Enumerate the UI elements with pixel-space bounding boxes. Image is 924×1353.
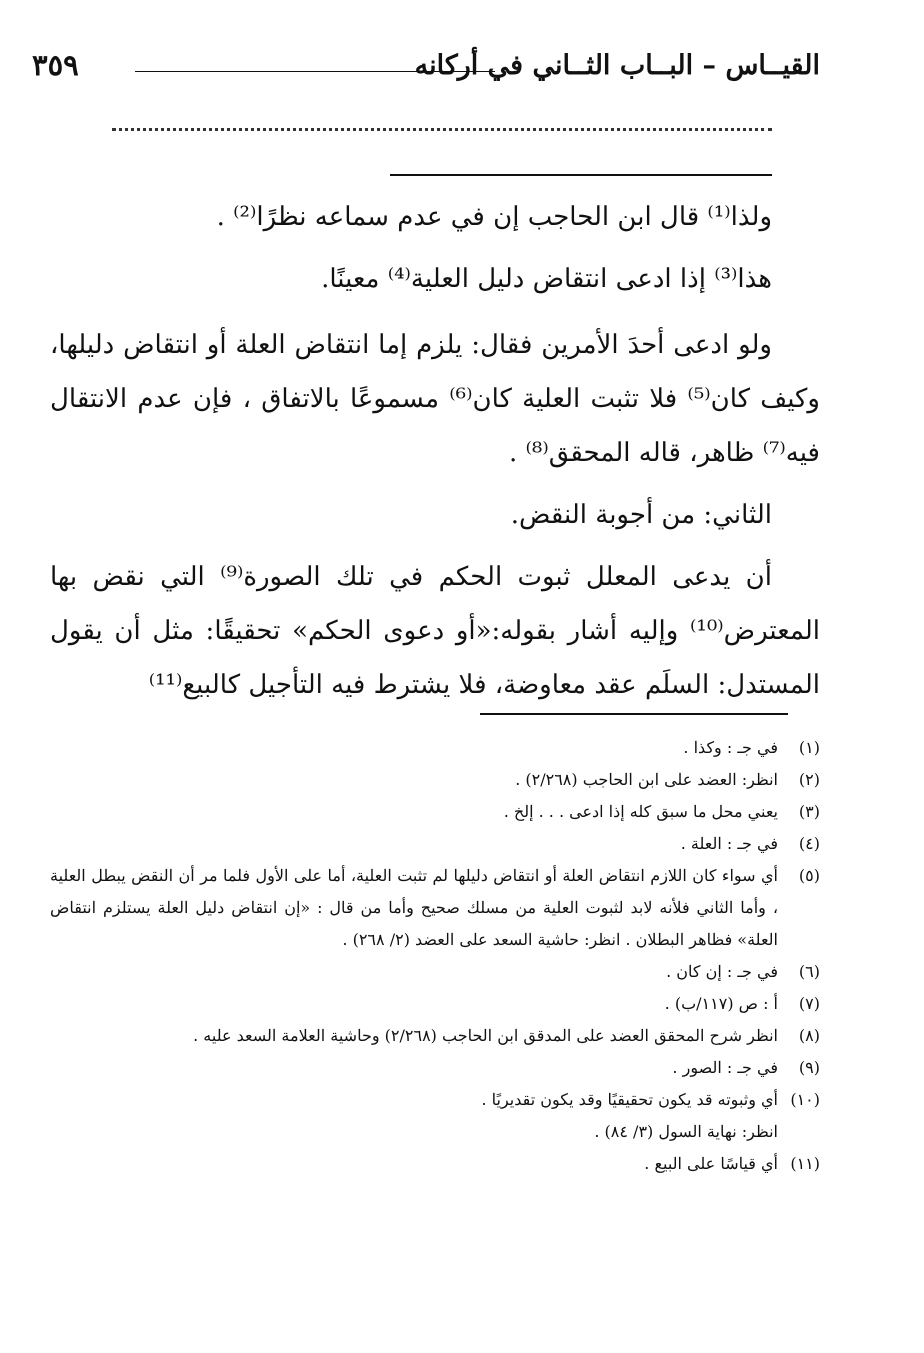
section-rule [390,174,772,176]
main-text [50,190,820,720]
header-rule [135,71,495,72]
footnote-text: أي قياسًا على البيع . [644,1154,778,1173]
footnote-text: انظر: العضد على ابن الحاجب (٢/٢٦٨) . [515,770,778,789]
paragraph-1: ولذا⁽¹⁾ قال ابن الحاجب إن في عدم سماعه نظرًا⁽²⁾ . [216,202,772,232]
footnote [50,1020,820,1052]
paragraph-4: الثاني: من أجوبة النقض. [510,500,772,530]
footnote-number: (١) [798,738,820,757]
footnote-text: انظر شرح المحقق العضد على المدقق ابن الحاجب (٢/٢٦٨) وحاشية العلامة السعد عليه . [193,1026,778,1045]
footnote-number: (٩) [798,1058,820,1077]
footnote-text: أي وثبوته قد يكون تحقيقيًا وقد يكون تقديريًا . [481,1090,778,1109]
footnote-number: (١١) [790,1154,820,1173]
footnote-number: (٤) [798,834,820,853]
footnote [50,1148,820,1180]
footnote [50,828,820,860]
footnote-number: (٣) [798,802,820,821]
running-header: القيــاس – البــاب الثــاني في أركانه [414,50,820,81]
footnote-text: في جـ : وكذا . [683,738,778,757]
paragraph-2: هذا⁽³⁾ إذا ادعى انتقاض دليل العلية⁽⁴⁾ معينًا. [321,264,772,294]
page-number: ٣٥٩ [32,48,79,82]
footnote-text: أي سواء كان اللازم انتقاض العلة أو انتقاض دليلها لم تثبت العلية، أما على الأول فلما مر أن النقض يبطل العلية ، وأما الثاني فلأنه لابد لثبوت العلية من مسلك صحيح وأما من قال : «إن انتقاض دليل العلة يستلزم انتقاض العلة» فظاهر البطلان . انظر: حاشية السعد على العضد (٢/ ٢٦٨) . [50,866,779,949]
footnote-text: في جـ : العلة . [680,834,778,853]
footnote [50,956,820,988]
footnote [50,764,820,796]
footnote-text: انظر: نهاية السول (٣/ ٨٤) . [594,1122,778,1141]
footnote [50,732,820,764]
omission-dots [112,128,772,131]
footnote [50,988,820,1020]
footnote-text: يعني محل ما سبق كله إذا ادعى . . . إلخ . [503,802,778,821]
footnote [50,860,820,956]
footnote-number: (٢) [798,770,820,789]
footnote [50,1052,820,1084]
footnote-text: في جـ : الصور . [672,1058,778,1077]
footnote-number: (١٠) [790,1090,820,1109]
footnote-rule [480,713,788,715]
footnote-number: (٥) [798,866,820,885]
footnote-number: (٨) [798,1026,820,1045]
paragraph-5: أن يدعى المعلل ثبوت الحكم في تلك الصورة⁽⁹⁾ التي نقض بها المعترض⁽¹⁰⁾ وإليه أشار بقوله:«أو دعوى الحكم» تحقيقًا: مثل أن يقول المستدل: السلَم عقد معاوضة، فلا يشترط فيه التأجيل كالبيع⁽¹¹⁾ [50,562,820,700]
footnotes [50,732,820,1180]
footnote [50,1084,820,1116]
footnote-number [778,1116,820,1148]
footnote [50,796,820,828]
paragraph-3: ولو ادعى أحدَ الأمرين فقال: يلزم إما انتقاض العلة أو انتقاض دليلها، وكيف كان⁽⁵⁾ فلا تثبت العلية كان⁽⁶⁾ مسموعًا بالاتفاق ، فإن عدم الانتقال فيه⁽⁷⁾ ظاهر، قاله المحقق⁽⁸⁾ . [50,330,820,468]
footnote-continuation [50,1116,820,1148]
footnote-text: أ : ص (١١٧/ب) . [664,994,778,1013]
footnote-text: في جـ : إن كان . [666,962,778,981]
footnote-number: (٦) [798,962,820,981]
footnote-number: (٧) [798,994,820,1013]
